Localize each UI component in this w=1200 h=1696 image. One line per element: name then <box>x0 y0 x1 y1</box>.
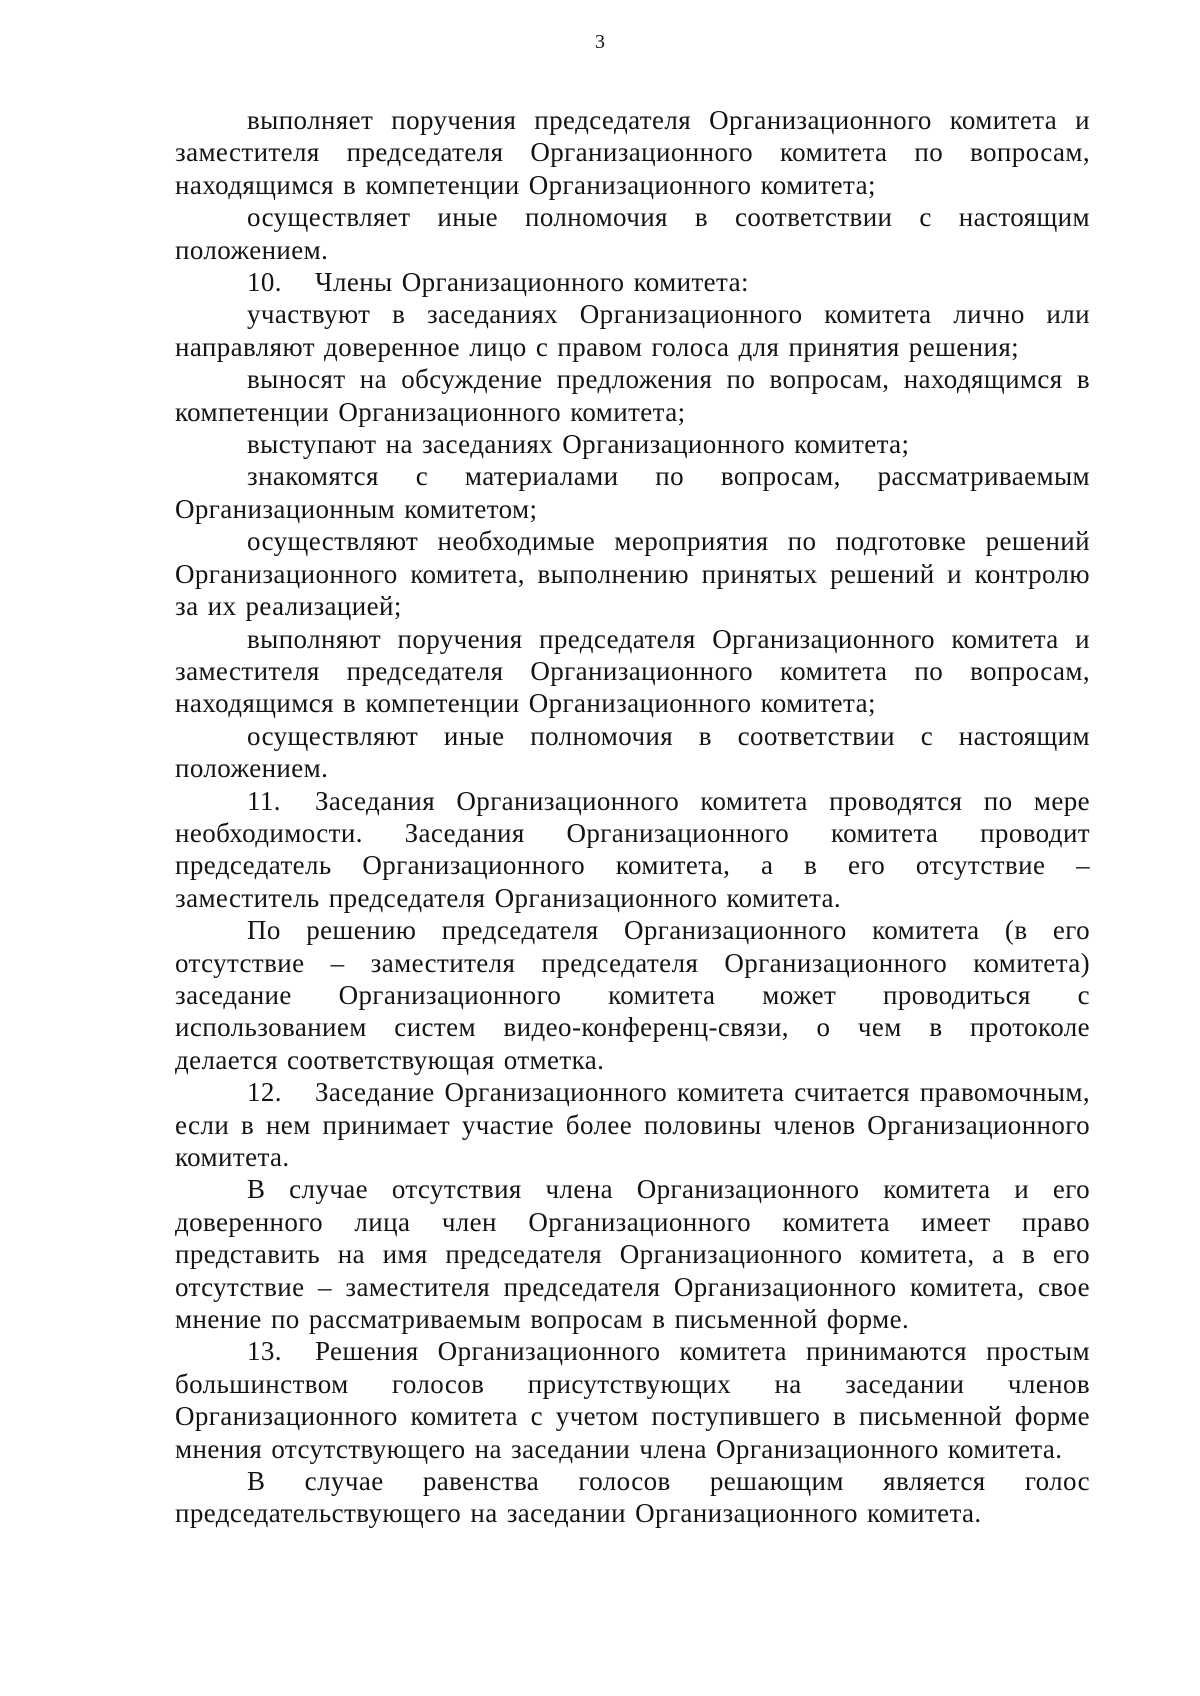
paragraph: выступают на заседаниях Организационного комитета; <box>247 429 910 460</box>
paragraph: выносят на обсуждение предложения по вопросам, находящимся в компетенции Организационного комитета; <box>175 364 1090 427</box>
numbered-paragraph: 10. Члены Организационного комитета: <box>247 267 749 298</box>
numbered-paragraph: 12. Заседание Организационного комитета считается правомочным, если в нем принимает участие более половины членов Организационного комитета. <box>175 1077 1090 1172</box>
paragraph-number: 11. <box>247 785 281 816</box>
paragraph: участвуют в заседаниях Организационного комитета лично или направляют доверенное лицо с правом голоса для принятия решения; <box>175 299 1090 362</box>
paragraph: знакомятся с материалами по вопросам, рассматриваемым Организационным комитетом; <box>175 461 1090 524</box>
paragraph-number: 10. <box>247 267 282 298</box>
paragraph: В случае равенства голосов решающим является голос председательствующего на заседании Организационного комитета. <box>175 1466 1090 1529</box>
paragraph: выполняют поручения председателя Организационного комитета и заместителя председателя Организационного комитета по вопросам, находящимся в компетенции Организационного комитета; <box>175 623 1090 719</box>
paragraph: По решению председателя Организационного комитета (в его отсутствие – заместителя председателя Организационного комитета) заседание Организационного комитета может проводиться с использованием систем видео-конференц-связи, о чем в протоколе делается соответствующая отметка. <box>175 915 1090 1075</box>
paragraph-number: 12. <box>247 1077 282 1108</box>
paragraph: В случае отсутствия члена Организационного комитета и его доверенного лица член Организационного комитета имеет право представить на имя председателя Организационного комитета, а в его отсутствие – заместителя председателя Организационного комитета, свое мнение по рассматриваемым вопросам в письменной форме. <box>175 1174 1090 1335</box>
document-body <box>175 104 1090 1530</box>
paragraph: выполняет поручения председателя Организационного комитета и заместителя председателя Организационного комитета по вопросам, находящимся в компетенции Организационного комитета; <box>175 105 1090 200</box>
paragraph: осуществляют необходимые мероприятия по подготовке решений Организационного комитета, выполнению принятых решений и контролю за их реализацией; <box>175 526 1090 622</box>
numbered-paragraph: 13. Решения Организационного комитета принимаются простым большинством голосов присутствующих на заседании членов Организационного комитета с учетом поступившего в письменной форме мнения отсутствующего на заседании члена Организационного комитета. <box>175 1336 1090 1464</box>
page-number: 3 <box>595 31 605 53</box>
paragraph: осуществляют иные полномочия в соответствии с настоящим положением. <box>175 720 1090 784</box>
paragraph: осуществляет иные полномочия в соответствии с настоящим положением. <box>175 202 1090 265</box>
paragraph-number: 13. <box>247 1336 282 1367</box>
numbered-paragraph: 11. Заседания Организационного комитета проводятся по мере необходимости. Заседания Организационного комитета проводит председатель Организационного комитета, а в его отсутствие – заместитель председателя Организационного комитета. <box>175 785 1090 913</box>
